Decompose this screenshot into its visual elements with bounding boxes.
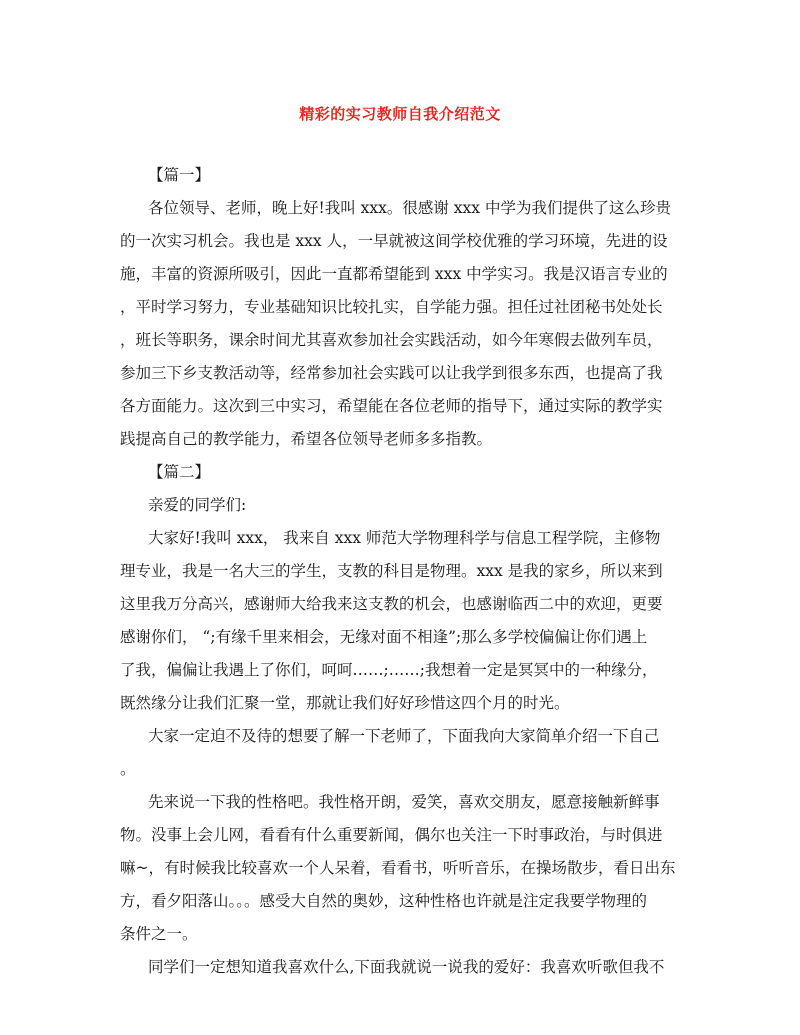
paragraph-line: 先来说一下我的性格吧。我性格开朗，爱笑，喜欢交朋友，愿意接触新鲜事 [148, 793, 660, 811]
paragraph-line: 同学们一定想知道我喜欢什么,下面我就说一说我的爱好：我喜欢听歌但我不 [148, 958, 665, 976]
paragraph-line: 大家好!我叫 xxx， 我来自 xxx 师范大学物理科学与信息工程学院，主修物 [148, 529, 661, 547]
paragraph-line: 嘛~，有时候我比较喜欢一个人呆着，看看书，听听音乐，在操场散步，看日出东 [120, 859, 676, 877]
paragraph-line: 各方面能力。这次到三中实习，希望能在各位老师的指导下，通过实际的教学实 [120, 397, 663, 415]
paragraph-line: 这里我万分高兴，感谢师大给我来这支教的机会，也感谢临西二中的欢迎，更要 [120, 595, 663, 613]
paragraph-line: 各位领导、老师，晚上好!我叫 xxx。很感谢 xxx 中学为我们提供了这么珍贵 [148, 199, 671, 217]
paragraph-line: 。 [120, 760, 136, 778]
greeting-line: 亲爱的同学们: [148, 496, 247, 514]
paragraph-line: 理专业，我是一名大三的学生，支教的科目是物理。xxx 是我的家乡，所以来到 [120, 562, 663, 580]
paragraph-line: 的一次实习机会。我也是 xxx 人，一早就被这间学校优雅的学习环境，先进的设 [120, 232, 668, 250]
paragraph-line: 物。没事上会儿网，看看有什么重要新闻，偶尔也关注一下时事政治，与时俱进 [120, 826, 663, 844]
paragraph-line: 感谢你们， “;有缘千里来相会，无缘对面不相逢”;那么多学校偏偏让你们遇上 [120, 628, 648, 646]
section-heading-2: 【篇二】 [148, 463, 211, 481]
paragraph-line: 大家一定迫不及待的想要了解一下老师了，下面我向大家简单介绍一下自己 [148, 727, 660, 745]
paragraph-line: 了我，偏偏让我遇上了你们，呵呵……;……;我想着一定是冥冥中的一种缘分， [120, 661, 658, 679]
paragraph-line: 条件之一。 [120, 925, 198, 943]
paragraph-line: 既然缘分让我们汇聚一堂，那就让我们好好珍惜这四个月的时光。 [120, 694, 570, 712]
paragraph-line: ，平时学习努力，专业基础知识比较扎实，自学能力强。担任过社团秘书处处长 [120, 298, 663, 316]
paragraph-line: 参加三下乡支教活动等，经常参加社会实践可以让我学到很多东西，也提高了我 [120, 364, 663, 382]
paragraph-line: 方，看夕阳落山。。。感受大自然的奥妙，这种性格也许就是注定我要学物理的 [120, 892, 648, 910]
section-heading-1: 【篇一】 [148, 166, 211, 184]
paragraph-line: ，班长等职务，课余时间尤其喜欢参加社会实践活动，如今年寒假去做列车员， [120, 331, 663, 349]
document-title: 精彩的实习教师自我介绍范文 [299, 105, 501, 123]
paragraph-line: 践提高自己的教学能力，希望各位领导老师多多指教。 [120, 430, 493, 448]
paragraph-line: 施，丰富的资源所吸引，因此一直都希望能到 xxx 中学实习。我是汉语言专业的 [120, 265, 668, 283]
